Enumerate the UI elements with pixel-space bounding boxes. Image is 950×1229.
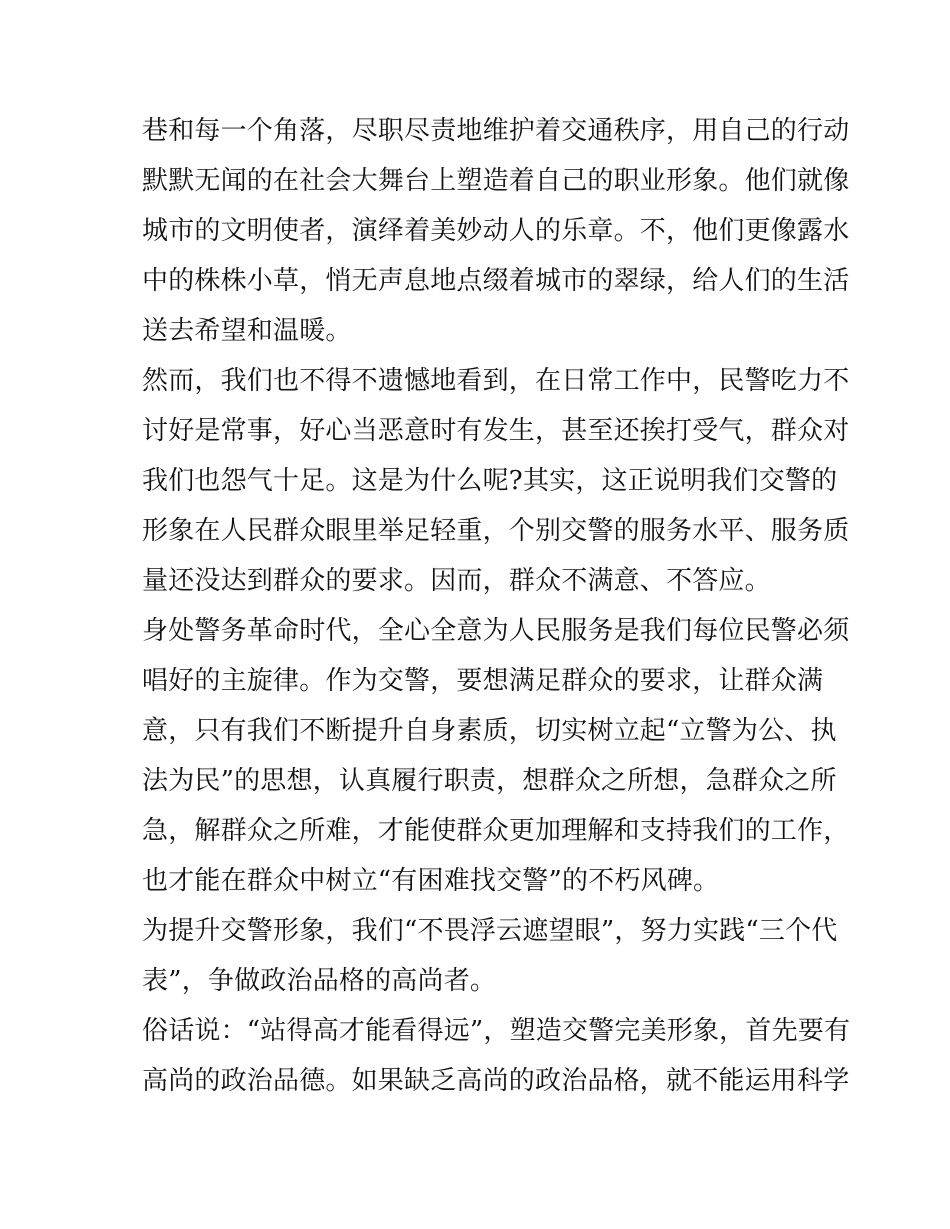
- text-line: 巷和每一个角落，尽职尽责地维护着交通秩序，用自己的行动: [142, 116, 850, 146]
- text-line: 形象在人民群众眼里举足轻重，个别交警的服务水平、服务质: [142, 516, 850, 546]
- text-line: 表”，争做政治品格的高尚者。: [142, 966, 497, 996]
- text-line: 中的株株小草，悄无声息地点缀着城市的翠绿，给人们的生活: [142, 266, 850, 296]
- text-line: 高尚的政治品德。如果缺乏高尚的政治品格，就不能运用科学: [142, 1066, 850, 1096]
- text-line: 然而，我们也不得不遗憾地看到，在日常工作中，民警吃力不: [142, 366, 850, 396]
- text-line: 急，解群众之所难，才能使群众更加理解和支持我们的工作，: [142, 816, 850, 846]
- text-line: 唱好的主旋律。作为交警，要想满足群众的要求，让群众满: [142, 666, 824, 696]
- text-line: 身处警务革命时代，全心全意为人民服务是我们每位民警必须: [142, 616, 850, 646]
- text-line: 送去希望和温暖。: [142, 316, 352, 346]
- text-line: 我们也怨气十足。这是为什么呢?其实，这正说明我们交警的: [142, 466, 838, 496]
- text-line: 量还没达到群众的要求。因而，群众不满意、不答应。: [142, 566, 771, 596]
- text-line: 也才能在群众中树立“有困难找交警”的不朽风碑。: [142, 866, 720, 896]
- text-line: 城市的文明使者，演绎着美妙动人的乐章。不，他们更像露水: [142, 216, 850, 246]
- text-line: 讨好是常事，好心当恶意时有发生，甚至还挨打受气，群众对: [142, 416, 850, 446]
- text-line: 俗话说：“站得高才能看得远”，塑造交警完美形象，首先要有: [142, 1016, 851, 1046]
- text-line: 为提升交警形象，我们“不畏浮云遮望眼”，努力实践“三个代: [142, 916, 838, 946]
- text-line: 默默无闻的在社会大舞台上塑造着自己的职业形象。他们就像: [142, 166, 850, 196]
- text-line: 意，只有我们不断提升自身素质，切实树立起“立警为公、执: [142, 716, 837, 746]
- text-line: 法为民”的思想，认真履行职责，想群众之所想，急群众之所: [142, 766, 837, 796]
